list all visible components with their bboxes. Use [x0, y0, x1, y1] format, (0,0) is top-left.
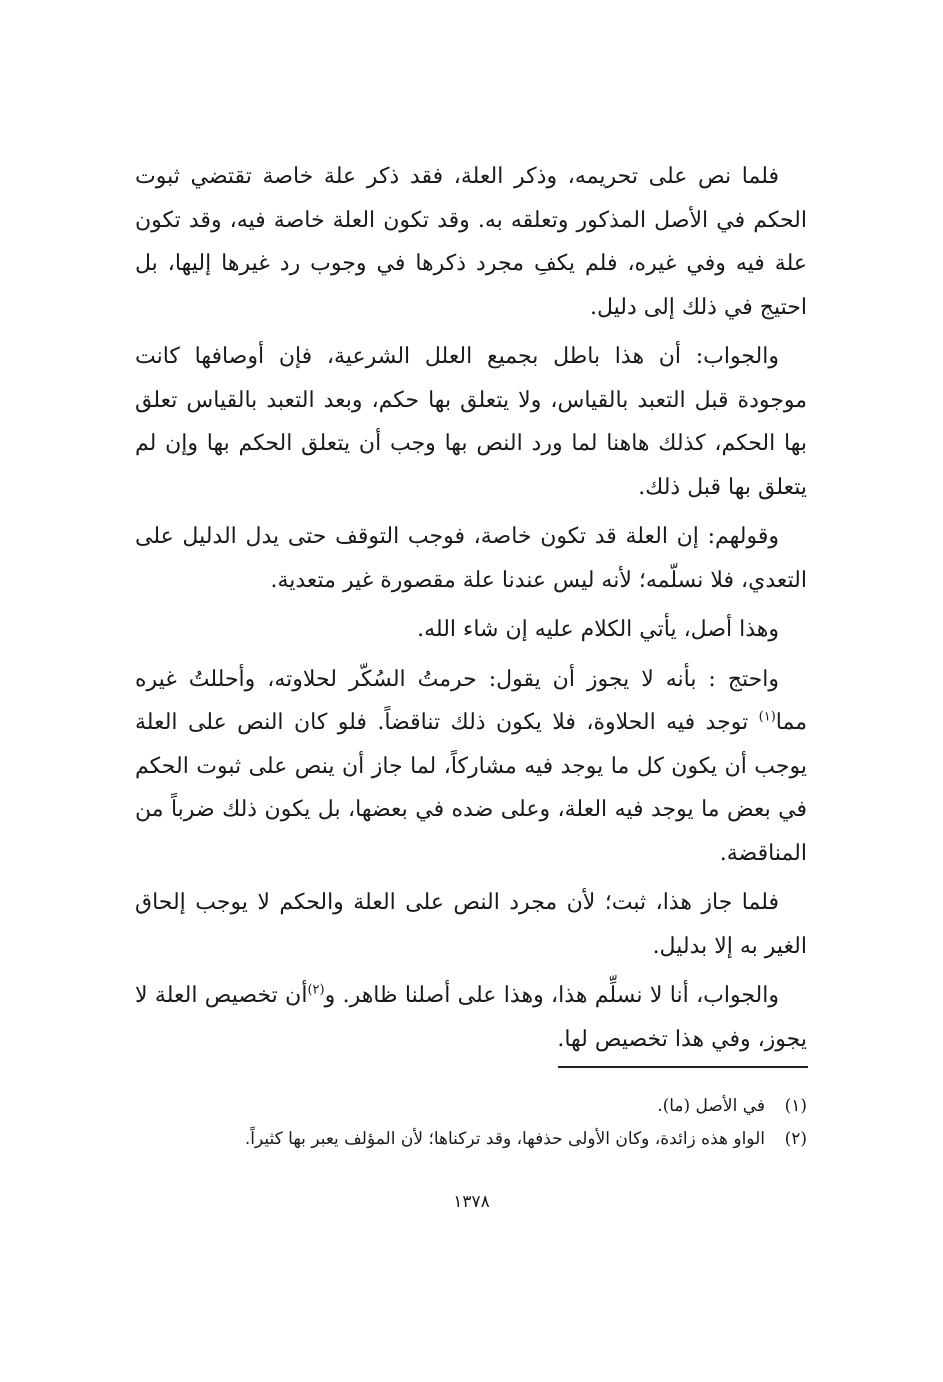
footnote-2-text: الواو هذه زائدة، وكان الأولى حذفها، وقد تركناها؛ لأن المؤلف يعبر بها كثيراً.	[244, 1129, 765, 1149]
paragraph-5-part-2: توجد فيه الحلاوة، فلا يكون ذلك تناقضاً. فلو كان النص على العلة يوجب أن يكون كل ما يوجد فيه مشاركاً، لما جاز أن ينص على ثبوت الحكم في بعض ما يوجد فيه العلة، وعلى ضده في بعضها، بل يكون ذلك ضرباً من المناقضة.	[135, 710, 807, 866]
paragraph-2: والجواب: أن هذا باطل بجميع العلل الشرعية، فإن أوصافها كانت موجودة قبل التعبد بالقياس، ولا يتعلق بها حكم، وبعد التعبد بالقياس تعلق بها الحكم، كذلك هاهنا لما ورد النص بها وجب أن يتعلق الحكم بها وإن لم يتعلق بها قبل ذلك.	[135, 344, 807, 500]
paragraph-1: فلما نص على تحريمه، وذكر العلة، فقد ذكر علة خاصة تقتضي ثبوت الحكم في الأصل المذكور وتعلقه به. وقد تكون العلة خاصة فيه، وقد تكون علة فيه وفي غيره، فلم يكفِ مجرد ذكرها في وجوب رد غيرها إليها، بل احتيج في ذلك إلى دليل.	[135, 164, 807, 320]
footnote-1	[135, 1090, 807, 1123]
footnotes	[135, 1090, 807, 1156]
paragraph-4: وهذا أصل، يأتي الكلام عليه إن شاء الله.	[417, 617, 779, 642]
page-number: ١٣٧٨	[453, 1192, 490, 1212]
footnote-2	[135, 1123, 807, 1156]
paragraph-7	[135, 974, 807, 1061]
footnote-divider	[558, 1066, 808, 1068]
body-text	[135, 155, 807, 1067]
footnote-1-number: (١)	[784, 1096, 807, 1116]
footnote-ref-1: (١)	[758, 709, 776, 725]
paragraph-5	[135, 658, 807, 876]
paragraph-7-part-1: والجواب، أنا لا نسلِّم هذا، وهذا على أصلنا ظاهر. و	[324, 983, 779, 1008]
paragraph-5-part-1: واحتج : بأنه لا يجوز أن يقول: حرمتُ السُكّر لحلاوته، وأحللتُ غيره مما	[135, 666, 807, 735]
paragraph-6: فلما جاز هذا، ثبت؛ لأن مجرد النص على العلة والحكم لا يوجب إلحاق الغير به إلا بدليل.	[135, 890, 807, 959]
paragraph-7-part-2: أن تخصيص العلة لا يجوز، وفي هذا تخصيص لها.	[135, 983, 807, 1052]
footnote-ref-2: (٢)	[307, 982, 325, 998]
footnote-2-number: (٢)	[784, 1129, 807, 1149]
footnote-1-text: في الأصل (ما).	[657, 1096, 765, 1116]
paragraph-3: وقولهم: إن العلة قد تكون خاصة، فوجب التوقف حتى يدل الدليل على التعدي، فلا نسلّمه؛ لأنه ليس عندنا علة مقصورة غير متعدية.	[135, 524, 807, 593]
